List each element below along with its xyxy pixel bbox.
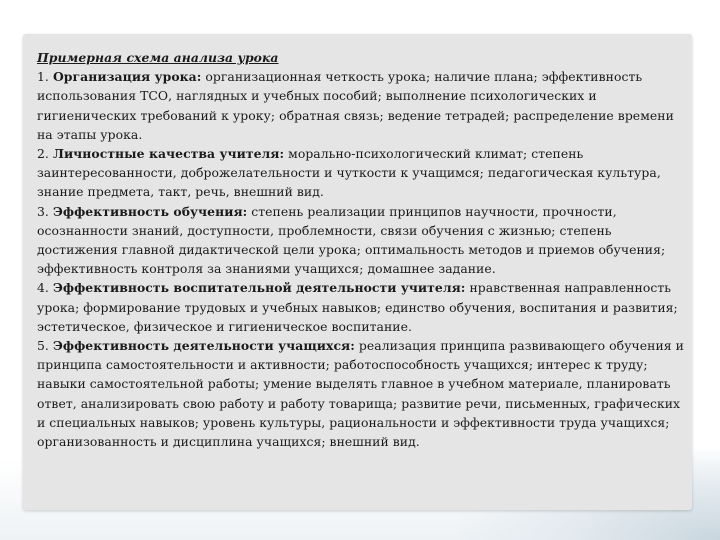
section-label: Эффективность воспитательной деятельности учителя: <box>52 280 466 296</box>
section-text: морально-психологический климат; степень заинтересованности, доброжелательности и чуткости к учащимся; педагогическая культура, знание предмета, такт, речь, внешний вид. <box>37 146 661 200</box>
section-label: Эффективность деятельности учащихся: <box>52 338 355 354</box>
section-label: Личностные качества учителя: <box>52 146 285 162</box>
section-number: 2. <box>37 146 49 162</box>
section-number: 3. <box>37 203 49 219</box>
section-number: 4. <box>37 280 49 296</box>
section-text: степень реализации принципов научности, прочности, осознанности знаний, доступности, проблемности, связи обучения с жизнью; степень достижения главной дидактической цели урока; оптимальность методов и приемов обучения; эффективность контроля за знаниями учащихся; домашнее задание. <box>37 203 666 277</box>
section-number: 5. <box>37 338 49 354</box>
document-title: Примерная схема анализа урока <box>37 50 279 65</box>
lesson-analysis-text <box>37 48 684 451</box>
content-box <box>23 34 692 510</box>
section-text: реализация принципа развивающего обучения и принципа самостоятельности и активности; работоспособность учащихся; интерес к труду; навыки самостоятельной работы; умение выделять главное в учебном материале, планировать ответ, анализировать свою работу и работу товарища; развитие речи, письменных, графических и специальных навыков; уровень культуры, рациональности и эффективности труда учащихся; организованность и дисциплина учащихся; внешний вид. <box>37 338 684 450</box>
section-text: организационная четкость урока; наличие плана; эффективность использования ТСО, наглядных и учебных пособий; выполнение психологических и гигиенических требований к уроку; обратная связь; ведение тетрадей; распределение времени на этапы урока. <box>37 69 674 142</box>
section-text: нравственная направленность урока; формирование трудовых и учебных навыков; единство обучения, воспитания и развития; эстетическое, физическое и гигиеническое воспитание. <box>37 280 678 334</box>
section-label: Эффективность обучения: <box>52 203 248 219</box>
section-label: Организация урока: <box>52 69 202 85</box>
section-number: 1. <box>37 69 49 85</box>
